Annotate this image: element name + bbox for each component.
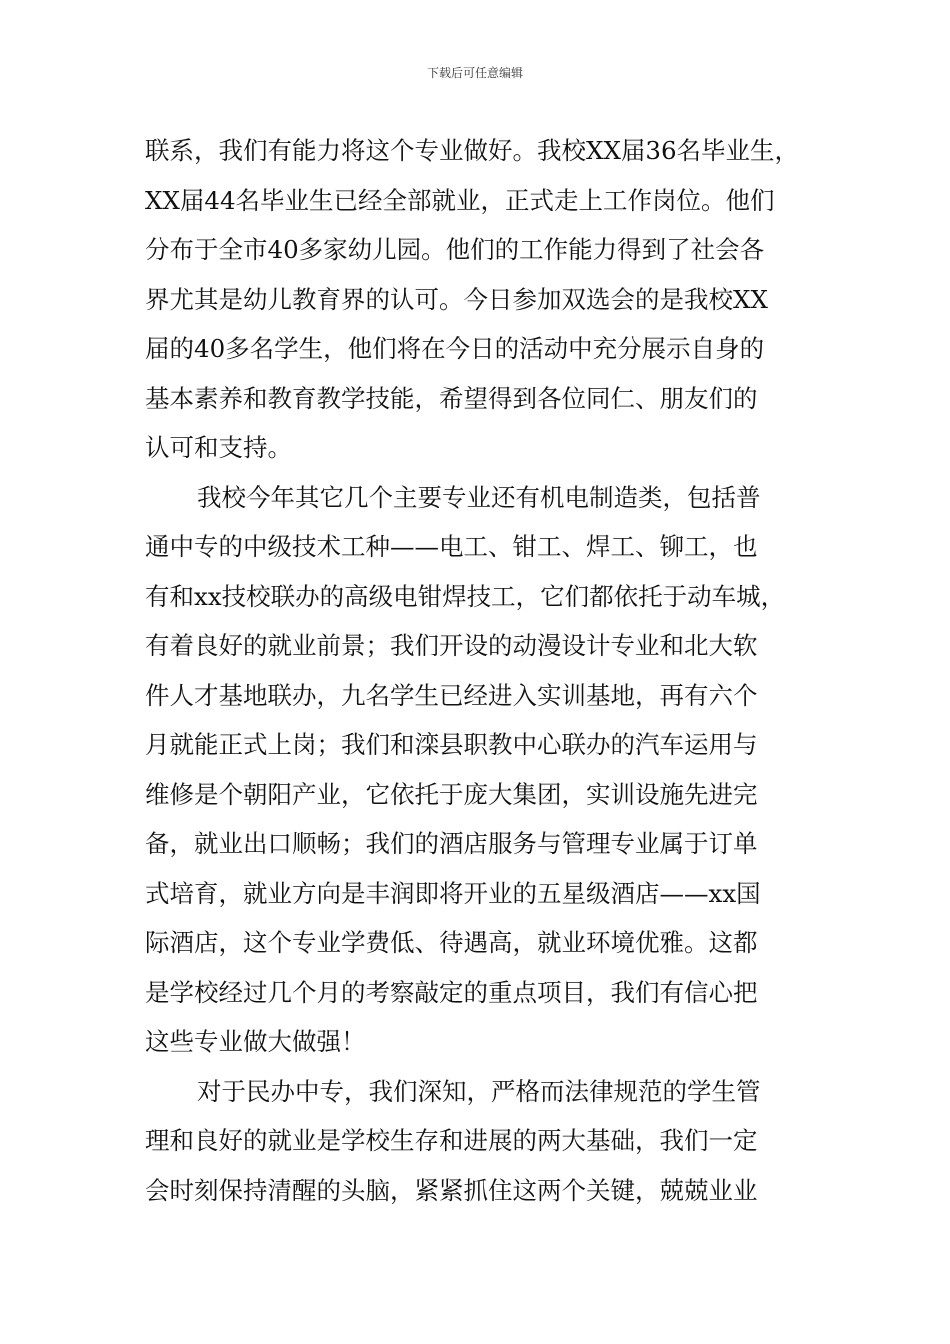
text-line: 际酒店，这个专业学费低、待遇高，就业环境优雅。这都 [145,928,758,957]
text-line: 维修是个朝阳产业，它依托于庞大集团，实训设施先进完 [145,779,758,809]
text-line: 备，就业出口顺畅；我们的酒店服务与管理专业属于订单 [145,829,758,858]
text-line: 基本素养和教育教学技能，希望得到各位同仁、朋友们的 [145,383,758,413]
text-line: 这些专业做大做强！ [145,1027,366,1056]
paragraph-first-line: 对于民办中专，我们深知，严格而法律规范的学生管 [197,1076,761,1106]
text-line: XX届44名毕业生已经全部就业，正式走上工作岗位。他们 [145,185,775,215]
text-line: 是学校经过几个月的考察敲定的重点项目，我们有信心把 [145,977,758,1007]
document-body [145,126,815,1215]
text-line: 有和xx技校联办的高级电钳焊技工，它们都依托于动车城， [145,581,786,611]
paragraph-first-line: 我校今年其它几个主要专业还有机电制造类，包括普 [197,482,761,512]
text-line: 有着良好的就业前景；我们开设的动漫设计专业和北大软 [145,631,758,660]
text-line: 理和良好的就业是学校生存和进展的两大基础，我们一定 [145,1126,758,1155]
text-line: 认可和支持。 [145,433,292,462]
text-line: 届的40多名学生，他们将在今日的活动中充分展示自身的 [145,334,765,363]
text-line: 月就能正式上岗；我们和滦县职教中心联办的汽车运用与 [145,730,758,759]
text-line: 件人才基地联办，九名学生已经进入实训基地，再有六个 [145,680,758,710]
text-line: 通中专的中级技术工种——电工、钳工、焊工、铆工，也 [145,532,758,561]
text-line: 分布于全市40多家幼儿园。他们的工作能力得到了社会各 [145,235,765,264]
page-header: 下载后可任意编辑 [426,66,523,80]
text-line: 会时刻保持清醒的头脑，紧紧抓住这两个关键，兢兢业业 [145,1175,758,1205]
text-line: 界尤其是幼儿教育界的认可。今日参加双选会的是我校XX [145,284,768,314]
text-line: 式培育，就业方向是丰润即将开业的五星级酒店——xx国 [145,878,761,908]
text-line: 联系，我们有能力将这个专业做好。我校XX届36名毕业生， [145,136,800,165]
